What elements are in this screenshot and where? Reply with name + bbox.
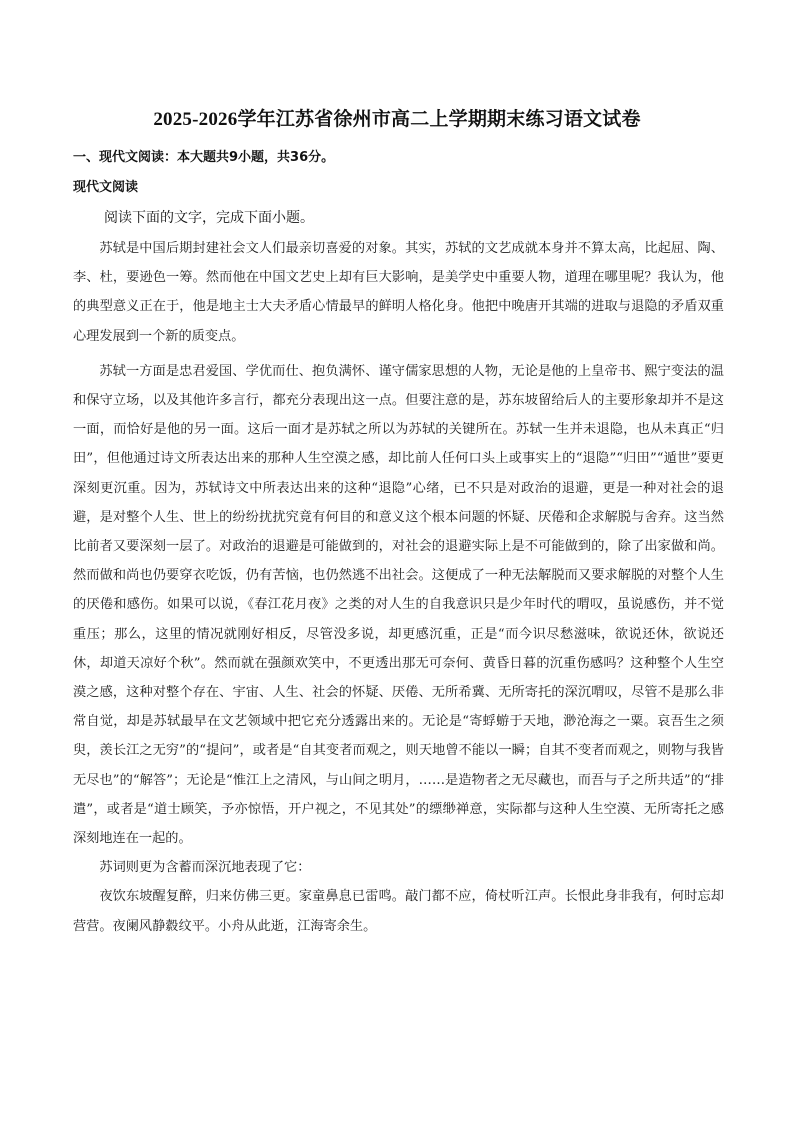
- passage-paragraph-2: 苏轼一方面是忠君爱国、学优而仕、抱负满怀、谨守儒家思想的人物，无论是他的上皇帝书、熙宁变法的温和保守立场，以及其他许多言行，都充分表现出这一点。但要注意的是，苏东坡留给后人的主要形象却并不是这一面，而恰好是他的另一面。这后一面才是苏轼之所以为苏轼的关键所在。苏轼一生并未退隐，也从未真正“归田”，但他通过诗文所表达出来的那种人生空漠之感，却比前人任何口头上或事实上的“退隐”“归田”“遁世”要更深刻更沉重。因为，苏轼诗文中所表达出来的这种“退隐”心绪，已不只是对政治的退避，更是一种对社会的退避，是对整个人生、世上的纷纷扰扰究竟有何目的和意义这个根本问题的怀疑、厌倦和企求解脱与舍弃。这当然比前者又要深刻一层了。对政治的退避是可能做到的，对社会的退避实际上是不可能做到的，除了出家做和尚。然而做和尚也仍要穿衣吃饭，仍有苦恼，也仍然逃不出社会。这便成了一种无法解脱而又要求解脱的对整个人生的厌倦和感伤。如果可以说，《春江花月夜》之类的对人生的自我意识只是少年时代的喟叹，虽说感伤，并不觉重压；那么，这里的情况就刚好相反，尽管没多说，却更感沉重，正是“而今识尽愁滋味，欲说还休，欲说还休，却道天凉好个秋”。然而就在强颜欢笑中，不更透出那无可奈何、黄昏日暮的沉重伤感吗？这种整个人生空漠之感，这种对整个存在、宇宙、人生、社会的怀疑、厌倦、无所希冀、无所寄托的深沉喟叹，尽管不是那么非常自觉，却是苏轼最早在文艺领域中把它充分透露出来的。无论是“寄蜉蝣于天地，渺沧海之一粟。哀吾生之须臾，羡长江之无穷”的“提问”，或者是“自其变者而观之，则天地曾不能以一瞬；自其不变者而观之，则物与我皆无尽也”的“解答”；无论是“惟江上之清风，与山间之明月，……是造物者之无尽藏也，而吾与子之所共适”的“排遣”，或者是“道士顾笑，予亦惊悟，开户视之，不见其处”的缥缈禅意，实际都与这种人生空漠、无所寄托之感深刻地连在一起的。: [73, 363, 724, 847]
- passage-paragraph-1: 苏轼是中国后期封建社会文人们最亲切喜爱的对象。其实，苏轼的文艺成就本身并不算太高，比起屈、陶、李、杜，要逊色一筹。然而他在中国文艺史上却有巨大影响，是美学史中重要人物，道理在哪里呢？我认为，他的典型意义正在于，他是地主士大夫矛盾心情最早的鲜明人格化身。他把中晚唐开其端的进取与退隐的矛盾双重心理发展到一个新的质变点。: [73, 241, 724, 344]
- poem-quote: 夜饮东坡醒复醉，归来仿佛三更。家童鼻息已雷鸣。敲门都不应，倚杖听江声。长恨此身非我有，何时忘却营营。夜阑风静縠纹平。小舟从此逝，江海寄余生。: [73, 889, 724, 934]
- exam-title: 2025-2026学年江苏省徐州市高二上学期期末练习语文试卷: [153, 109, 641, 130]
- reading-passage: [73, 234, 724, 941]
- section-heading: 一、现代文阅读：本大题共9小题，共36分。: [73, 150, 335, 165]
- passage-paragraph-3: 苏词则更为含蓄而深沉地表现了它：: [99, 860, 311, 876]
- subsection-heading: 现代文阅读: [73, 180, 139, 195]
- reading-instruction: 阅读下面的文字，完成下面小题。: [104, 210, 314, 226]
